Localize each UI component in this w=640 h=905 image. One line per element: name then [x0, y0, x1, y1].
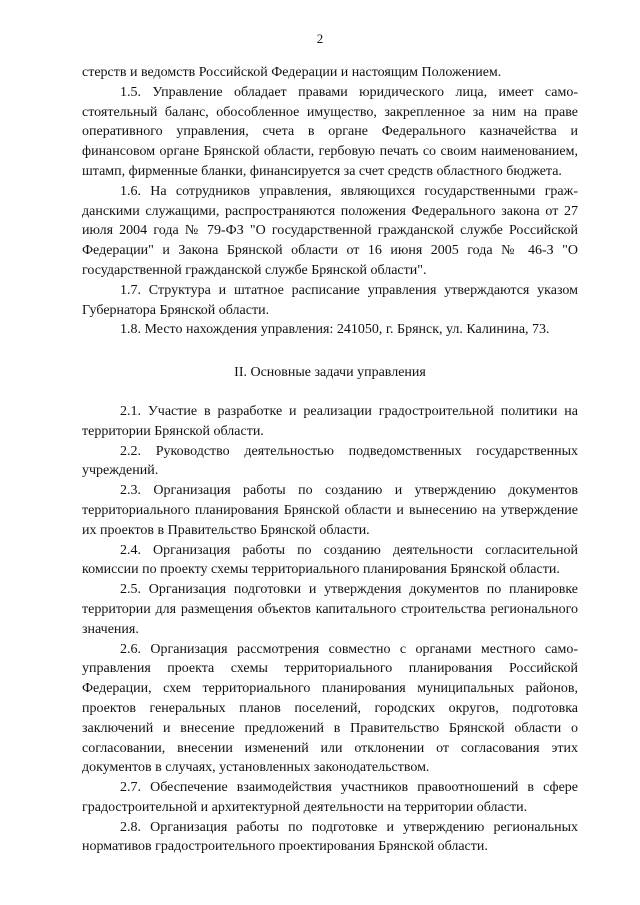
paragraph-2-6: 2.6. Организация рассмотрения совместно с органами местного самоуправления проекта схемы территориального планирования Российской Федерации, схем территориального планирования муниципальных районов, проектов генеральных планов поселений, городских округов, подготовка заключений и внесение предложений в Правительство Брянской области о согласовании, внесении изменений или отклонении от согласования этих документов в случаях, установленных законодательством.	[82, 641, 578, 776]
paragraph-continuation: стерств и ведомств Российской Федерации и настоящим Положением.	[82, 65, 502, 80]
section-heading: II. Основные задачи управления	[234, 365, 426, 381]
paragraph-1-8: 1.8. Место нахождения управления: 241050, г. Брянск, ул. Калинина, 73.	[120, 322, 550, 338]
page-number: 2	[316, 31, 324, 46]
paragraph-2-1: 2.1. Участие в разработке и реализации градостроительной политики на территории Брянской области.	[82, 403, 578, 439]
paragraph-2-8: 2.8. Организация работы по подготовке и утверждению региональных нормативов градостроительного проектирования Брянской области.	[82, 819, 578, 855]
paragraph-1-6: 1.6. На сотрудников управления, являющихся государственными гражданскими служащими, распространяются положения Федерального закона от 27 июля 2004 года № 79-ФЗ "О государственной гражданской службе Российской Федерации" и Закона Брянской области от 16 июня 2005 года № 46-З "О государственной гражданской службе Брянской области".	[82, 183, 578, 278]
paragraph-2-7: 2.7. Обеспечение взаимодействия участников правоотношений в сфере градостроительной и архитектурной деятельности на территории области.	[82, 780, 578, 815]
paragraph-1-7: 1.7. Структура и штатное расписание управления утверждаются указом Губернатора Брянской области.	[82, 282, 578, 318]
paragraph-2-5: 2.5. Организация подготовки и утверждения документов по планировке территории для размещения объектов капитального строительства регионального значения.	[82, 582, 578, 637]
paragraph-2-2: 2.2. Руководство деятельностью подведомственных государственных учреждений.	[82, 443, 578, 479]
paragraph-2-4: 2.4. Организация работы по созданию деятельности согласительной комиссии по проекту схемы территориального планирования Брянской области.	[82, 542, 578, 578]
paragraph-2-3: 2.3. Организация работы по созданию и утверждению документов территориального планирования Брянской области и вынесению на утверждение их проектов в Правительство Брянской области.	[82, 483, 578, 538]
paragraph-1-5: 1.5. Управление обладает правами юридического лица, имеет самостоятельный баланс, обособленное имущество, закрепленное за ним на праве оперативного управления, счета в органе Федерального казначейства и финансовом органе Брянской области, гербовую печать со своим наименованием, штамп, фирменные бланки, финансируется за счет средств областного бюджета.	[82, 84, 578, 179]
document-body	[82, 63, 578, 857]
